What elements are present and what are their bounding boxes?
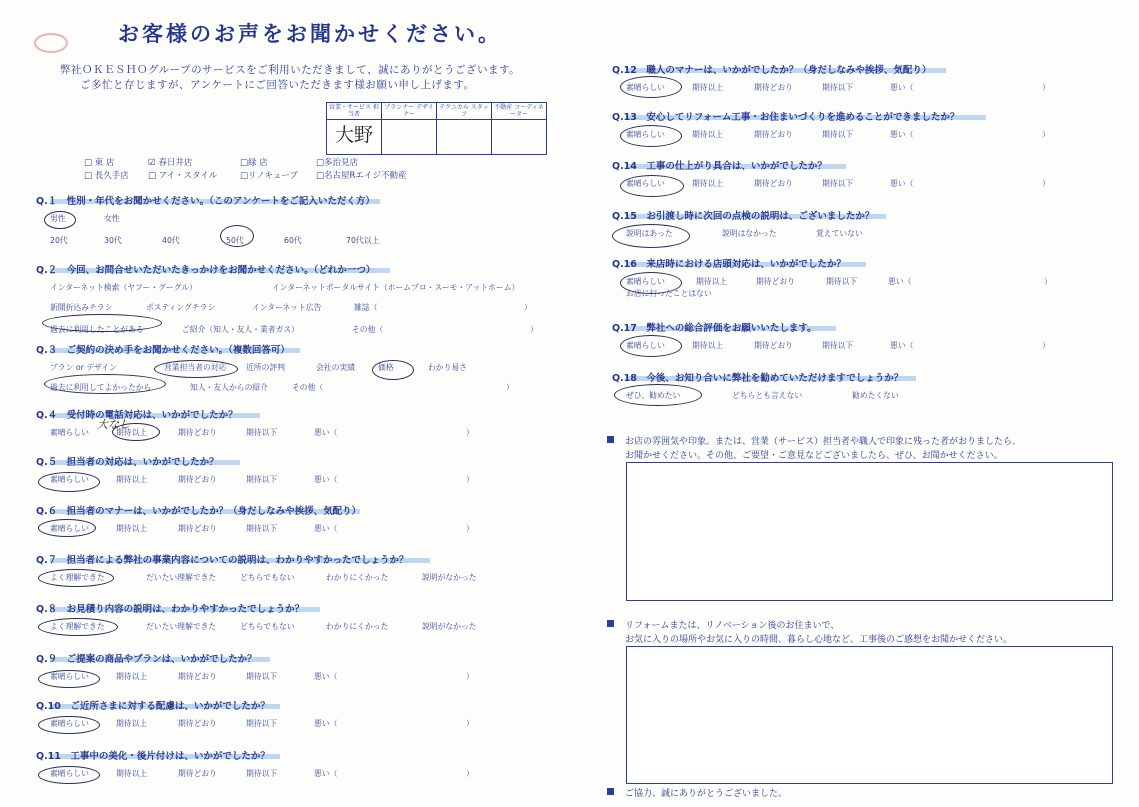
left-q2-option[interactable]: 過去に利用したことがある bbox=[50, 325, 144, 334]
right-q5-option[interactable]: 期待以下 bbox=[826, 277, 858, 286]
right-q1-option[interactable]: 素晴らしい bbox=[626, 83, 665, 92]
staff-planner-cell[interactable] bbox=[382, 120, 437, 155]
answer-circle-mark bbox=[620, 76, 682, 98]
answer-circle-mark bbox=[38, 618, 118, 636]
answer-circle-mark bbox=[38, 519, 96, 537]
left-q1-option[interactable]: 60代 bbox=[284, 236, 302, 245]
staff-table bbox=[326, 102, 547, 155]
right-q1-option[interactable]: ） bbox=[1042, 83, 1050, 92]
left-q7-label: Q.７ 担当者による弊社の事業内容についての説明は、わかりやすかったでしょうか？ bbox=[36, 555, 409, 566]
left-q2-label: Q.２ 今回、お問合せいただいたきっかけをお聞かせください。（どれか一つ） bbox=[36, 265, 376, 276]
answer-circle-mark bbox=[154, 360, 238, 378]
right-q7-label: Q.18 今後、お知り合いに弊社を勧めていただけますでしょうか？ bbox=[612, 373, 904, 384]
right-q3-option[interactable]: 悪い（ bbox=[890, 179, 914, 188]
left-q6-option[interactable]: 悪い（ bbox=[314, 524, 338, 533]
answer-circle-mark bbox=[44, 374, 166, 394]
left-q2-option[interactable]: インターネットポータルサイト（ホームプロ・スーモ・アットホーム） bbox=[272, 283, 520, 292]
right-q5-label: Q.16 来店時における店頭対応は、いかがでしたか？ bbox=[612, 259, 846, 270]
staff-header-planner bbox=[382, 103, 437, 120]
left-q2-option[interactable]: ） bbox=[530, 325, 538, 334]
left-q3-option[interactable]: ） bbox=[506, 383, 514, 392]
left-q3-option[interactable]: プラン or デザイン bbox=[50, 363, 117, 372]
left-q7-option[interactable]: どちらでもない bbox=[240, 573, 295, 582]
right-q6-option[interactable]: 期待どおり bbox=[754, 341, 793, 350]
left-q5-option[interactable]: 期待以下 bbox=[246, 475, 278, 484]
left-q2-option[interactable]: その他（ bbox=[352, 325, 384, 334]
left-q9-label: Q.９ ご提案の商品やプランは、いかがでしたか？ bbox=[36, 654, 257, 665]
left-q11-option[interactable]: ） bbox=[466, 769, 474, 778]
left-q1-option[interactable]: 50代 bbox=[226, 236, 244, 245]
left-q8-option[interactable]: だいたい理解できた bbox=[146, 622, 217, 631]
left-q2-option[interactable]: インターネット検索（ヤフー・グーグル） bbox=[50, 283, 197, 292]
left-q3-option[interactable]: 知人・友人からの紹介 bbox=[190, 383, 268, 392]
impression-textarea[interactable] bbox=[626, 462, 1113, 601]
left-q9-option[interactable]: 悪い（ bbox=[314, 672, 338, 681]
right-q2-option[interactable]: 期待以上 bbox=[692, 130, 724, 139]
right-q6-option[interactable]: 期待以上 bbox=[692, 341, 724, 350]
left-q2-option[interactable]: ） bbox=[524, 303, 532, 312]
left-q4-label: Q.４ 受付時の電話対応は、いかがでしたか？ bbox=[36, 410, 238, 421]
left-q5-option[interactable]: 素晴らしい bbox=[50, 475, 89, 484]
left-q9-option[interactable]: 素晴らしい bbox=[50, 672, 89, 681]
left-q9-option[interactable]: 期待どおり bbox=[178, 672, 217, 681]
left-q4-option[interactable]: ） bbox=[466, 428, 474, 437]
right-q2-option[interactable]: 期待以下 bbox=[822, 130, 854, 139]
left-q10-option[interactable]: 期待以下 bbox=[246, 719, 278, 728]
left-q6-label: Q.６ 担当者のマナーは、いかがでしたか？（身だしなみや挨拶、気配り） bbox=[36, 506, 362, 517]
bullet-square-icon bbox=[607, 788, 614, 795]
answer-circle-mark bbox=[38, 472, 100, 492]
staff-technical-cell[interactable] bbox=[437, 120, 492, 155]
left-q7-option[interactable]: わかりにくかった bbox=[326, 573, 389, 582]
store-checkbox-nagoya-rage[interactable]: □名古屋Rエイジ不動産 bbox=[316, 171, 407, 181]
answer-circle-mark bbox=[42, 314, 162, 332]
right-q5-option[interactable]: 期待以上 bbox=[696, 277, 728, 286]
right-q3-option[interactable]: ） bbox=[1042, 179, 1050, 188]
right-q6-option[interactable]: 素晴らしい bbox=[626, 341, 665, 350]
free2-line-2: お気に入りの場所やお気に入りの時間、暮らし心地など、工事後のご感想をお聞かせください。 bbox=[625, 635, 1013, 645]
left-q11-option[interactable]: 期待以下 bbox=[246, 769, 278, 778]
right-q7-option[interactable]: どちらとも言えない bbox=[732, 391, 803, 400]
staff-header-technical-text: テクニカル スタッフ bbox=[439, 104, 489, 118]
left-q8-option[interactable]: よく理解できた bbox=[50, 622, 105, 631]
right-q5-option[interactable]: 悪い（ bbox=[888, 277, 912, 286]
left-q4-option[interactable]: 期待以上 bbox=[116, 428, 148, 437]
left-q1-option[interactable]: 女性 bbox=[104, 214, 120, 223]
left-q4-option[interactable]: 素晴らしい bbox=[50, 428, 89, 437]
answer-circle-mark bbox=[220, 225, 254, 247]
right-q2-option[interactable]: 悪い（ bbox=[890, 130, 914, 139]
left-q3-label: Q.３ ご契約の決め手をお聞かせください。（複数回答可） bbox=[36, 345, 290, 356]
answer-circle-mark bbox=[620, 335, 682, 357]
free1-line-1: お店の雰囲気や印象。または、営業（サービス）担当者や職人で印象に残った者がおりましたら、 bbox=[625, 437, 1022, 447]
right-q1-option[interactable]: 期待どおり bbox=[754, 83, 793, 92]
right-q6-option[interactable]: ） bbox=[1042, 341, 1050, 350]
left-q5-option[interactable]: 悪い（ bbox=[314, 475, 338, 484]
right-q4-option[interactable]: 説明はなかった bbox=[722, 229, 777, 238]
bullet-square-icon bbox=[607, 620, 614, 627]
left-q1-option[interactable]: 30代 bbox=[104, 236, 122, 245]
right-q7-option[interactable]: 勧めたくない bbox=[852, 391, 899, 400]
right-q3-option[interactable]: 期待どおり bbox=[754, 179, 793, 188]
free2-line-1: リフォームまたは、リノベーション後のお住まいで、 bbox=[625, 621, 840, 631]
left-q2-option[interactable]: 新聞折込みチラシ bbox=[50, 303, 113, 312]
right-q5-option[interactable]: 期待どおり bbox=[756, 277, 795, 286]
right-q4-option[interactable]: 説明はあった bbox=[626, 229, 673, 238]
left-q3-option[interactable]: 価格 bbox=[378, 363, 394, 372]
right-q3-option[interactable]: 期待以下 bbox=[822, 179, 854, 188]
left-q1-label: Q.１ 性別・年代をお聞かせください。（このアンケートをご記入いただく方） bbox=[36, 196, 375, 207]
answer-circle-mark bbox=[614, 384, 702, 406]
right-q6-label: Q.17 弊社への総合評価をお願いいたします。 bbox=[612, 323, 817, 334]
right-q1-label: Q.12 職人のマナーは、いかがでしたか？（身だしなみや挨拶、気配り） bbox=[612, 65, 932, 76]
left-q5-option[interactable]: ） bbox=[466, 475, 474, 484]
left-q7-option[interactable]: よく理解できた bbox=[50, 573, 105, 582]
store-checkbox-renocube[interactable]: □リノキューブ bbox=[240, 171, 298, 181]
left-q11-label: Q.11 工事中の美化・後片付けは、いかがでしたか？ bbox=[36, 751, 270, 762]
left-q2-option[interactable]: 雑誌（ bbox=[354, 303, 378, 312]
staff-header-planner-text: プランナー デザイナー bbox=[384, 104, 434, 118]
right-q5-option[interactable]: ） bbox=[1044, 277, 1052, 286]
free1-line-2: お聞かせください。その他、ご要望・ご意見などございましたら、ぜひ、お聞かせください。 bbox=[625, 451, 1003, 461]
right-q4-option[interactable]: 覚えていない bbox=[816, 229, 863, 238]
left-q9-option[interactable]: 期待以下 bbox=[246, 672, 278, 681]
right-q6-option[interactable]: 悪い（ bbox=[890, 341, 914, 350]
right-q5-option[interactable]: 素晴らしい bbox=[626, 277, 665, 286]
left-q2-option[interactable]: ご紹介（知人・友人・業者ガス） bbox=[182, 325, 299, 334]
left-q4-option[interactable]: 期待以下 bbox=[246, 428, 278, 437]
staff-header-technical bbox=[437, 103, 492, 120]
staff-realestate-cell[interactable] bbox=[492, 120, 547, 155]
left-q2-option[interactable]: インターネット広告 bbox=[252, 303, 322, 312]
left-q8-label: Q.８ お見積り内容の説明は、わかりやすかったでしょうか？ bbox=[36, 604, 305, 615]
intro-line-1: 弊社ＯＫＥＳＨＯグループのサービスをご利用いただきまして、誠にありがとうございます。 bbox=[60, 64, 521, 76]
answer-circle-mark bbox=[38, 569, 114, 587]
answer-circle-mark bbox=[612, 224, 690, 248]
handwritten-note-q4: 大なし bbox=[97, 418, 130, 431]
left-q3-option[interactable]: わかり易さ bbox=[428, 363, 467, 372]
right-q2-option[interactable]: 期待どおり bbox=[754, 130, 793, 139]
answer-circle-mark bbox=[38, 670, 100, 688]
right-q6-option[interactable]: 期待以下 bbox=[822, 341, 854, 350]
right-q2-option[interactable]: 素晴らしい bbox=[626, 130, 665, 139]
store-checkbox-nagakute[interactable]: □ 長久手店 bbox=[84, 171, 129, 181]
signature-handwritten: 大野 bbox=[334, 123, 373, 146]
left-q6-option[interactable]: 期待以上 bbox=[116, 524, 148, 533]
staff-sales-cell[interactable] bbox=[327, 120, 382, 155]
store-checkbox-higashi[interactable]: □ 東 店 bbox=[84, 158, 115, 168]
store-checkbox-istyle[interactable]: □ アイ・スタイル bbox=[148, 171, 218, 181]
left-q1-option[interactable]: 20代 bbox=[50, 236, 68, 245]
store-checkbox-kasugai[interactable]: ☑ 春日井店 bbox=[148, 158, 193, 168]
left-q6-option[interactable]: 期待どおり bbox=[178, 524, 217, 533]
store-checkbox-tajimi[interactable]: □多治見店 bbox=[316, 158, 359, 168]
left-q11-option[interactable]: 期待どおり bbox=[178, 769, 217, 778]
left-q10-option[interactable]: 素晴らしい bbox=[50, 719, 89, 728]
left-q7-option[interactable]: だいたい理解できた bbox=[146, 573, 217, 582]
afterthoughts-textarea[interactable] bbox=[626, 646, 1113, 784]
left-q2-option[interactable]: ポスティングチラシ bbox=[146, 303, 216, 312]
answer-circle-mark bbox=[620, 175, 684, 197]
right-q2-option[interactable]: ） bbox=[1042, 130, 1050, 139]
right-q5-option[interactable]: お店に行ったことはない bbox=[626, 289, 712, 298]
right-q3-option[interactable]: 素晴らしい bbox=[626, 179, 665, 188]
left-q3-option[interactable]: 近所の評判 bbox=[246, 363, 285, 372]
left-q8-option[interactable]: わかりにくかった bbox=[326, 622, 389, 631]
left-q4-option[interactable]: 期待どおり bbox=[178, 428, 217, 437]
bullet-square-icon bbox=[607, 436, 614, 443]
right-q1-option[interactable]: 悪い（ bbox=[890, 83, 914, 92]
left-q1-option[interactable]: 70代以上 bbox=[346, 236, 380, 245]
left-q9-option[interactable]: 期待以上 bbox=[116, 672, 148, 681]
staff-header-sales bbox=[327, 103, 382, 120]
answer-circle-mark bbox=[38, 766, 100, 784]
left-q8-option[interactable]: 説明がなかった bbox=[422, 622, 477, 631]
page-title: お客様のお声をお聞かせください。 bbox=[118, 22, 502, 46]
thanks-text: ご協力、誠にありがとうございました。 bbox=[625, 789, 788, 799]
right-q7-option[interactable]: ぜひ、勧めたい bbox=[626, 391, 681, 400]
answer-circle-mark bbox=[38, 716, 100, 734]
right-q4-label: Q.15 お引渡し時に次回の点検の説明は、ございましたか？ bbox=[612, 211, 875, 222]
left-q1-option[interactable]: 40代 bbox=[162, 236, 180, 245]
right-q2-label: Q.13 安心してリフォーム工事・お住まいづくりを進めることができましたか？ bbox=[612, 112, 960, 123]
left-q11-option[interactable]: 期待以上 bbox=[116, 769, 148, 778]
left-q10-option[interactable]: 期待以上 bbox=[116, 719, 148, 728]
right-q1-option[interactable]: 期待以上 bbox=[692, 83, 724, 92]
left-q11-option[interactable]: 悪い（ bbox=[314, 769, 338, 778]
left-q3-option[interactable]: 過去に利用してよかったから bbox=[50, 383, 152, 392]
left-q5-label: Q.５ 担当者の対応は、いかがでしたか？ bbox=[36, 457, 219, 468]
left-q8-option[interactable]: どちらでもない bbox=[240, 622, 295, 631]
right-q1-option[interactable]: 期待以下 bbox=[822, 83, 854, 92]
answer-circle-mark bbox=[620, 125, 682, 147]
intro-line-2: ご多忙と存じますが、アンケートにご回答いただきます様お願い申し上げます。 bbox=[80, 79, 475, 91]
left-q6-option[interactable]: 素晴らしい bbox=[50, 524, 89, 533]
left-q10-option[interactable]: 悪い（ bbox=[314, 719, 338, 728]
left-q1-option[interactable]: 男性 bbox=[50, 214, 66, 223]
left-q5-option[interactable]: 期待どおり bbox=[178, 475, 217, 484]
answer-circle-mark bbox=[620, 272, 682, 294]
left-q9-option[interactable]: ） bbox=[466, 672, 474, 681]
staff-header-realestate-text: 不動産 コーディネーター bbox=[494, 104, 544, 118]
left-q10-option[interactable]: 期待どおり bbox=[178, 719, 217, 728]
answer-circle-mark bbox=[372, 360, 414, 380]
left-q6-option[interactable]: 期待以下 bbox=[246, 524, 278, 533]
left-q10-label: Q.10 ご近所さまに対する配慮は、いかがでしたか？ bbox=[36, 701, 270, 712]
left-q4-option[interactable]: 悪い（ bbox=[314, 428, 338, 437]
left-q11-option[interactable]: 素晴らしい bbox=[50, 769, 89, 778]
left-q3-option[interactable]: 会社の実績 bbox=[316, 363, 355, 372]
right-q3-label: Q.14 工事の仕上がり具合は、いかがでしたか？ bbox=[612, 161, 827, 172]
left-q6-option[interactable]: ） bbox=[466, 524, 474, 533]
left-q3-option[interactable]: その他（ bbox=[292, 383, 324, 392]
left-q3-option[interactable]: 営業担当者の対応 bbox=[164, 363, 227, 372]
store-checkbox-midori[interactable]: □緑 店 bbox=[240, 158, 268, 168]
staff-header-realestate bbox=[492, 103, 547, 120]
staff-header-sales-text: 営業・サービス 担当者 bbox=[329, 104, 379, 118]
left-q5-option[interactable]: 期待以上 bbox=[116, 475, 148, 484]
left-q7-option[interactable]: 説明がなかった bbox=[422, 573, 477, 582]
answer-circle-mark bbox=[44, 211, 76, 229]
stamp-logo bbox=[34, 33, 68, 53]
left-q10-option[interactable]: ） bbox=[466, 719, 474, 728]
right-q3-option[interactable]: 期待以上 bbox=[692, 179, 724, 188]
